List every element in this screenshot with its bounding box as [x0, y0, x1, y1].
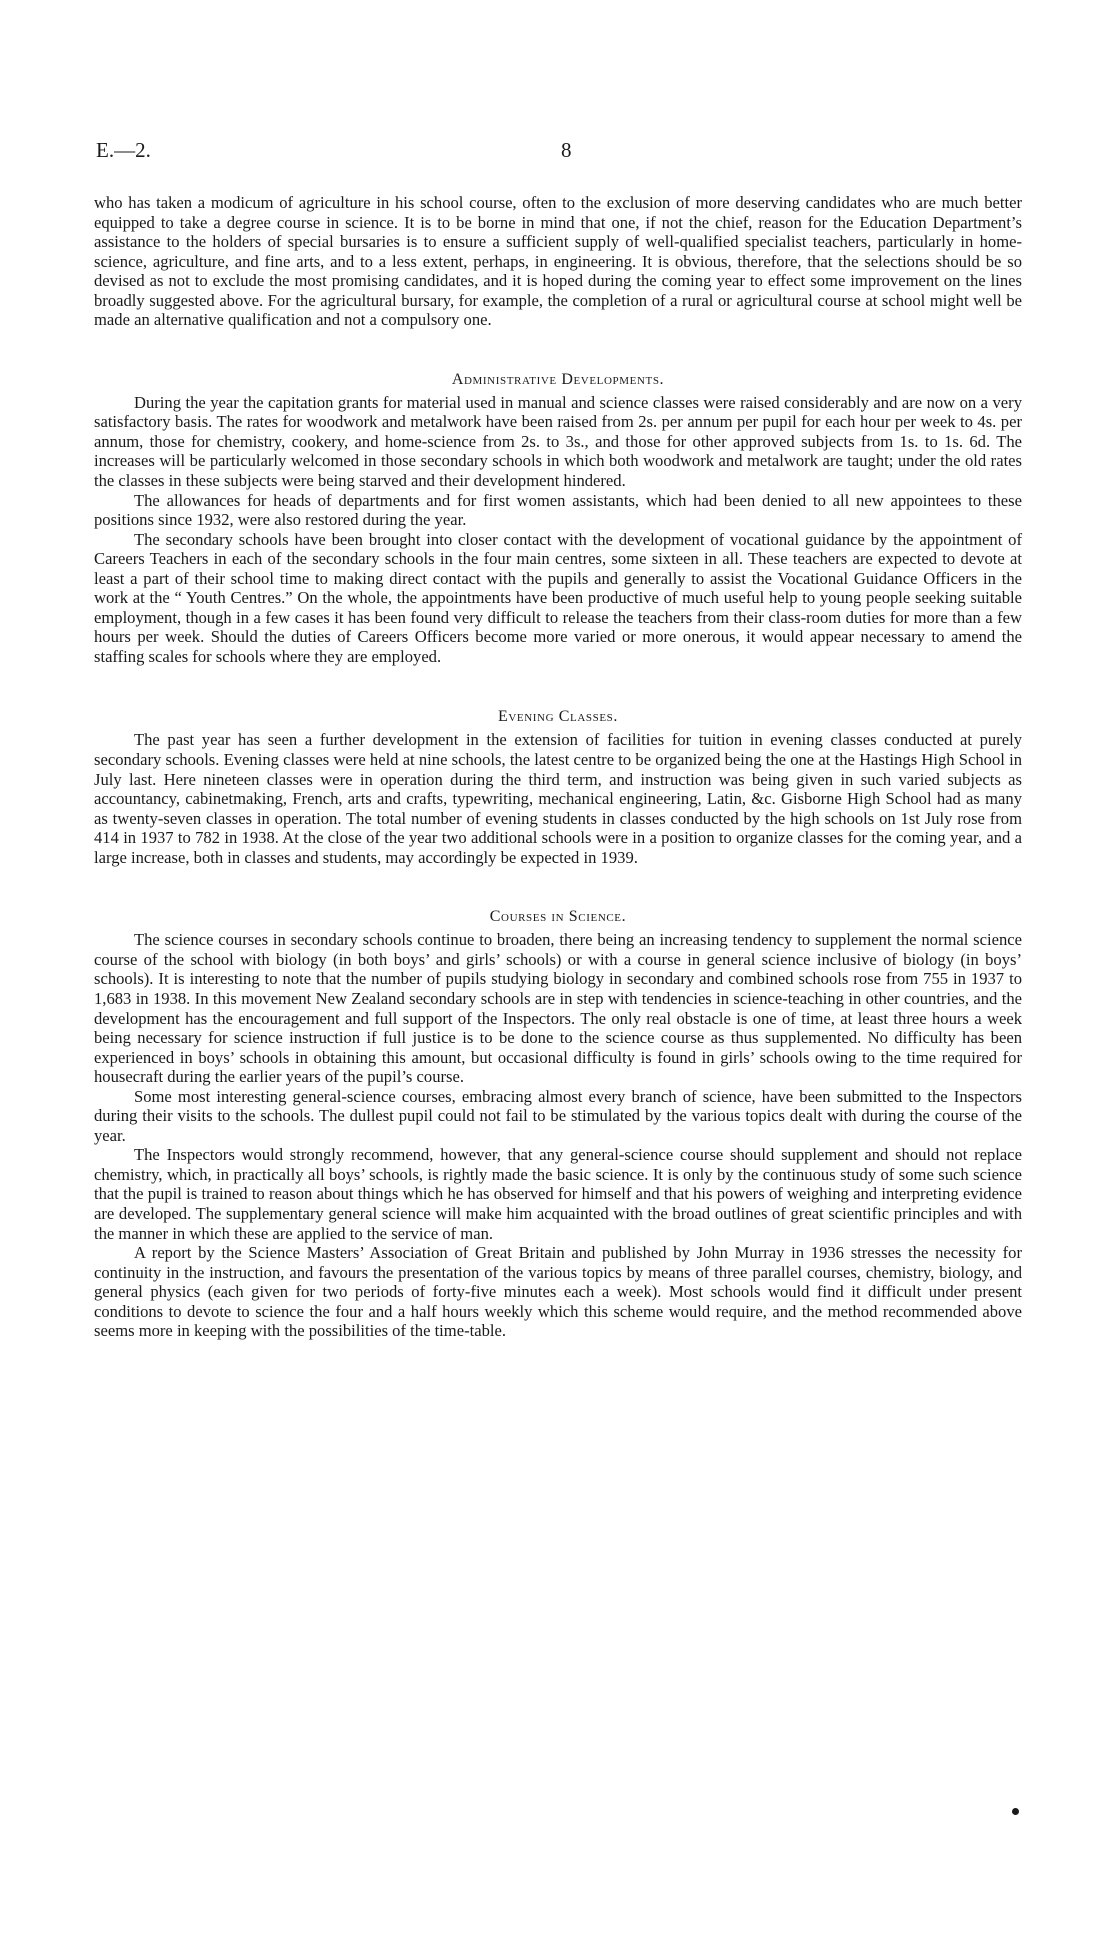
document-reference: E.—2. [96, 138, 151, 162]
section-heading-courses-in-science: Courses in Science. [489, 908, 627, 926]
paragraph: The past year has seen a further development in the extension of facilities for tuition in evening classes conducted at purely secondary schools. Evening classes were held at nine schools, the latest centre to be organized being the one at the Hastings High School in July last. Here nineteen classes were in operation during the third term, and instruction was being given in such varied subjects as accountancy, cabinetmaking, French, arts and crafts, typewriting, mechanical engineering, Latin, &c. Gisborne High School had as many as twenty-seven classes in operation. The total number of evening students in classes conducted by the high schools on 1st July rose from 414 in 1937 to 782 in 1938. At the close of the year two additional schools were in a position to organize classes for the coming year, and a large increase, both in classes and students, may accordingly be expected in 1939. [94, 730, 1022, 867]
paragraph: The allowances for heads of departments and for first women assistants, which had been denied to all new appointees to these positions since 1932, were also restored during the year. [94, 490, 1022, 530]
paragraph: During the year the capitation grants for material used in manual and science classes were raised considerably and are now on a very satisfactory basis. The rates for woodwork and metalwork have been raised from 2s. per annum per pupil for each hour per week to 4s. per annum, those for chemistry, cookery, and home-science from 2s. to 3s., and those for other approved subjects from 1s. to 1s. 6d. The increases will be particularly welcomed in those secondary schools in which both woodwork and metalwork are taught; under the old rates the classes in these subjects were being starved and their development hindered. [94, 392, 1022, 491]
section-heading-administrative-developments: Administrative Developments. [451, 370, 665, 388]
paragraph: The science courses in secondary schools continue to broaden, there being an increasing tendency to supplement the normal science course of the school with biology (in both boys’ and girls’ schools) or with a course in general science inclusive of biology (in boys’ schools). It is interesting to note that the number of pupils studying biology in secondary and combined schools rose from 755 in 1937 to 1,683 in 1938. In this movement New Zealand secondary schools are in step with tendencies in science-teaching in other countries, and the development has the encouragement and full support of the Inspectors. The only real obstacle is one of time, at least three hours a week being necessary for science instruction if full justice is to be done to the science course as thus supplemented. No difficulty has been experienced in boys’ schools in obtaining this amount, but occasional difficulty is found in girls’ schools owing to the time required for housecraft during the earlier years of the pupil’s course. [94, 930, 1022, 1087]
paragraph: The Inspectors would strongly recommend, however, that any general-science course should supplement and should not replace chemistry, which, in practically all boys’ schools, is rightly made the basic science. It is only by the continuous study of some such science that the pupil is trained to reason about things which he has observed for himself and that his powers of weighing and interpreting evidence are developed. The supplementary general science will make him acquainted with the broad outlines of great scientific principles and with the manner in which these are applied to the service of man. [94, 1145, 1022, 1243]
paragraph: A report by the Science Masters’ Association of Great Britain and published by John Murray in 1936 stresses the necessity for continuity in the instruction, and favours the presentation of the various topics by means of three parallel courses, chemistry, biology, and general physics (each given for two periods of forty-five minutes each a week). Most schools would find it difficult under present conditions to devote to science the four and a half hours weekly which this scheme would require, and the method recommended above seems more in keeping with the possibilities of the time-table. [94, 1243, 1022, 1341]
paragraph: The secondary schools have been brought into closer contact with the development of vocational guidance by the appointment of Careers Teachers in each of the secondary schools in the four main centres, some sixteen in all. These teachers are expected to devote at least a part of their school time to making direct contact with the pupils and generally to assist the Vocational Guidance Officers in the work at the “ Youth Centres.” On the whole, the appointments have been productive of much useful help to young people seeking suitable employment, though in a few cases it has been found very difficult to release the teachers from their class-room duties for more than a few hours per week. Should the duties of Careers Officers become more varied or more onerous, it would appear necessary to amend the staffing scales for schools where they are employed. [94, 529, 1022, 666]
paragraph: Some most interesting general-science courses, embracing almost every branch of science, have been submitted to the Inspectors during their visits to the schools. The dullest pupil could not fail to be stimulated by the various topics dealt with during the course of the year. [94, 1086, 1022, 1145]
page-header [96, 138, 1018, 168]
page-number: 8 [561, 138, 572, 162]
section-heading-evening-classes: Evening Classes. [498, 708, 618, 726]
page-body [94, 193, 1022, 1341]
continued-paragraph: who has taken a modicum of agriculture in his school course, often to the exclusion of more deserving candidates who are much better equipped to take a degree course in science. It is to be borne in mind that one, if not the chief, reason for the Education Department’s assistance to the holders of special bursaries is to ensure a sufficient supply of well-qualified specialist teachers, particularly in home-science, agriculture, and fine arts, and to a less extent, perhaps, in engineering. It is obvious, therefore, that the selections should be so devised as not to exclude the most promising candidates, and it is hoped during the coming year to effect some improvement on the lines broadly suggested above. For the agricultural bursary, for example, the completion of a rural or agricultural course at school might well be made an alternative qualification and not a compulsory one. [94, 193, 1022, 330]
bullet-mark [1012, 1808, 1019, 1815]
